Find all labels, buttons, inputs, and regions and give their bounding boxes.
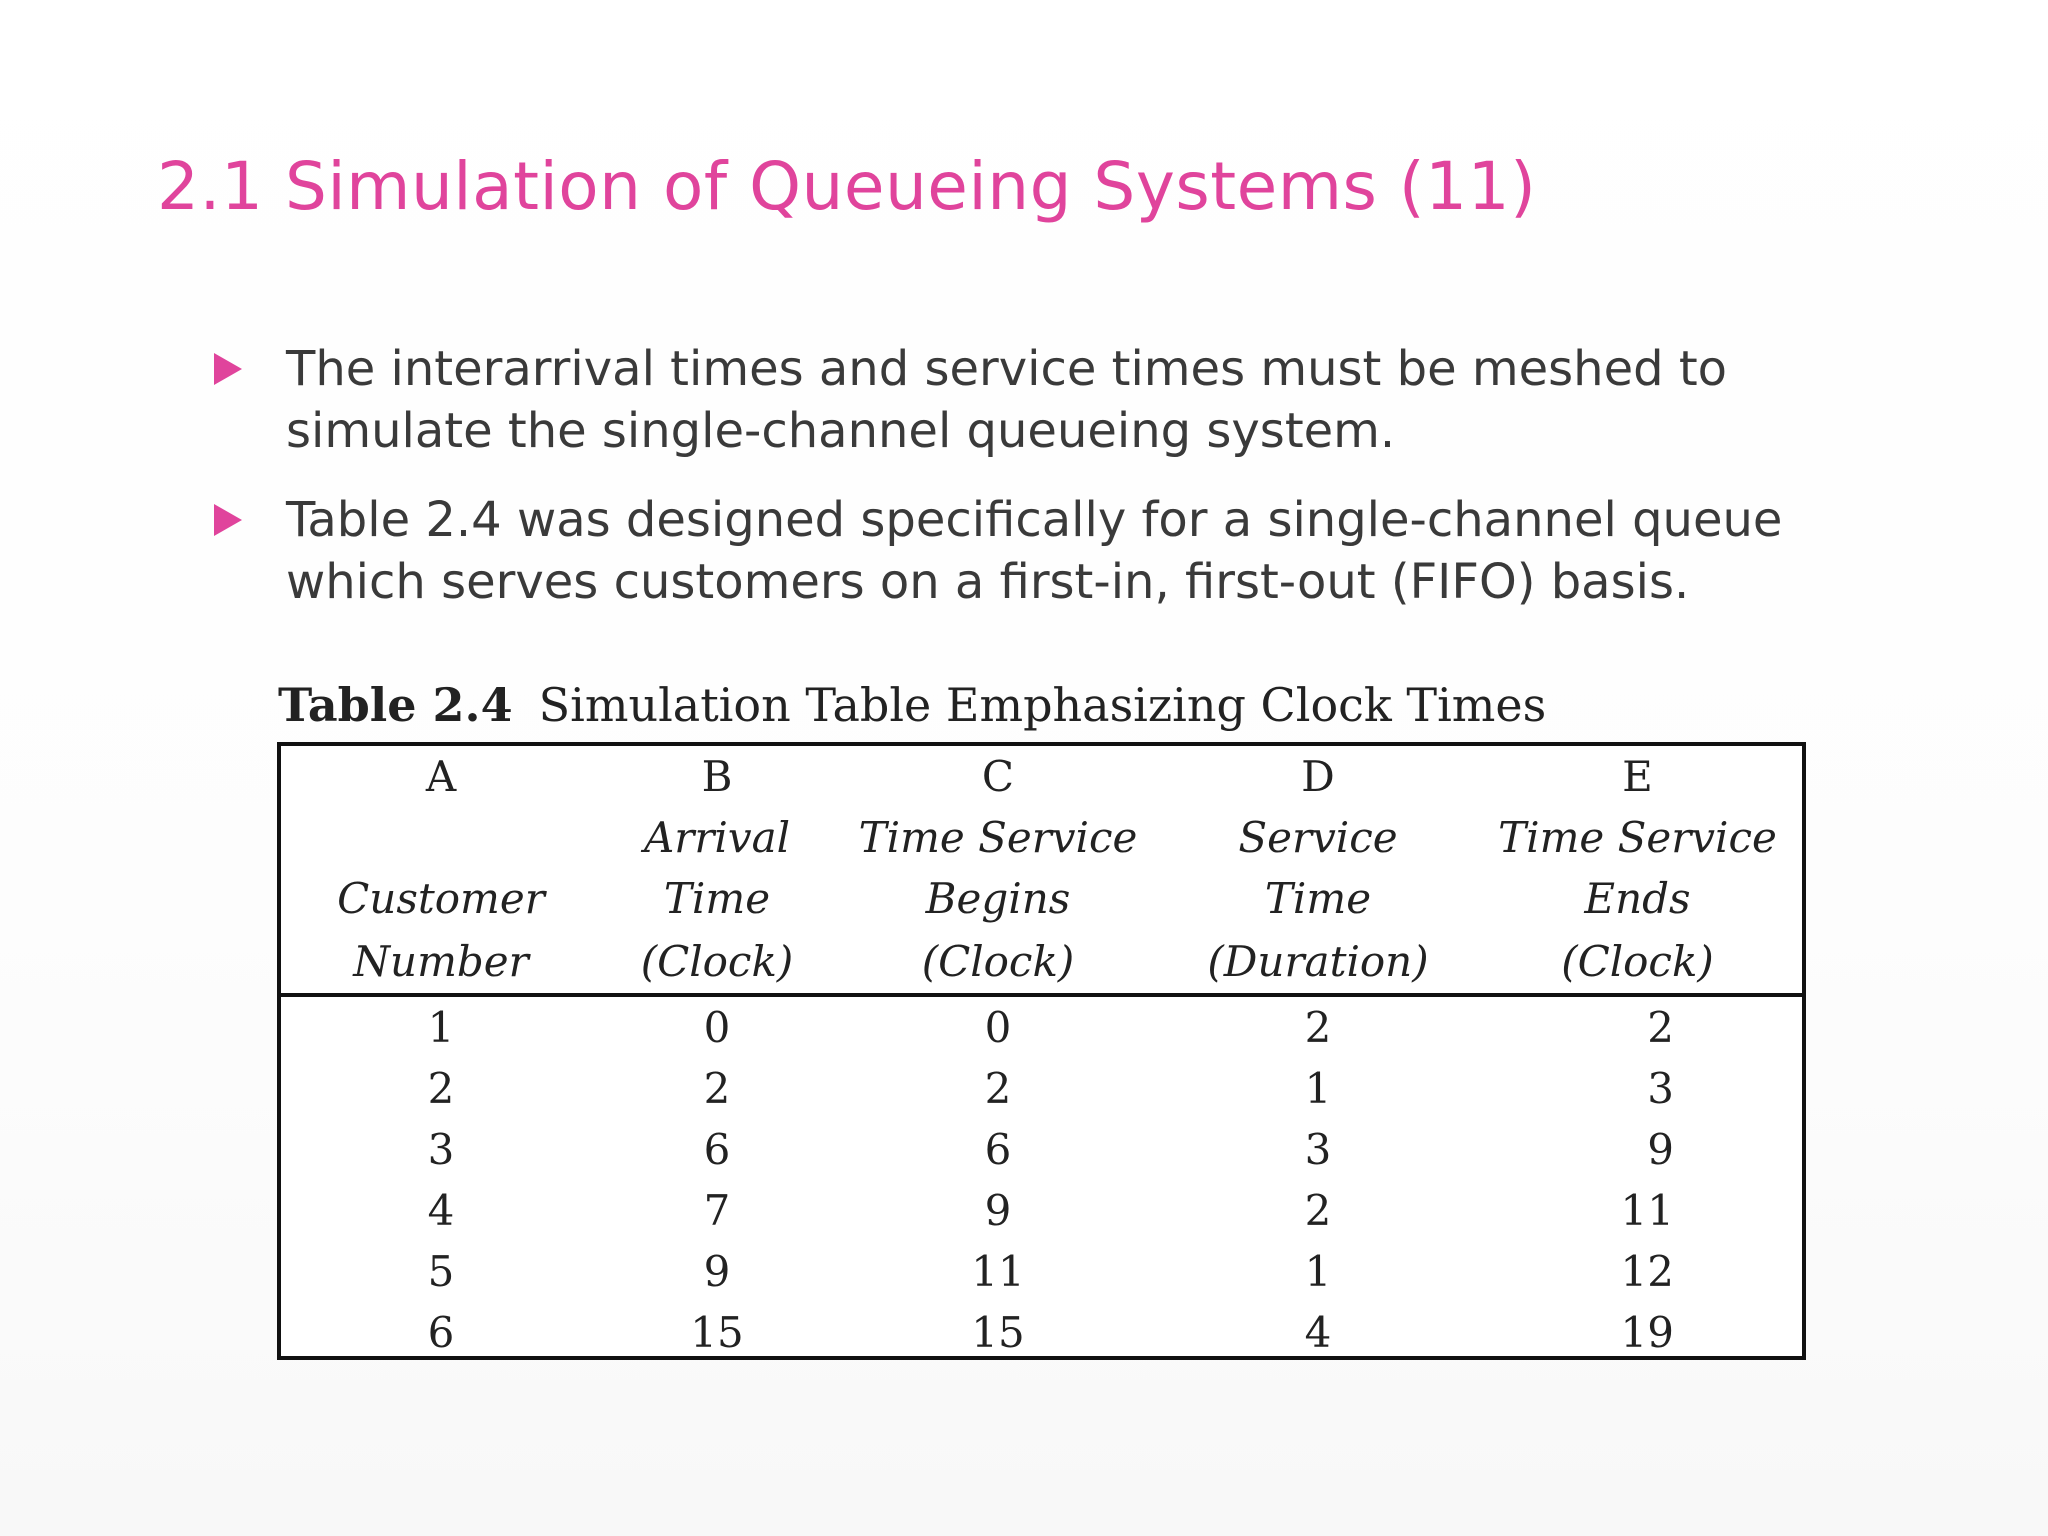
table-body — [281, 995, 1802, 1363]
table-row — [281, 1302, 1802, 1363]
column-header: Service — [1238, 813, 1398, 862]
table-caption-text: Simulation Table Emphasizing Clock Times — [538, 678, 1547, 732]
column-header: Begins — [925, 874, 1071, 923]
table-cell: 2 — [1304, 1186, 1332, 1235]
column-header: (Clock) — [833, 929, 1163, 995]
table-cell: 2 — [1304, 1003, 1332, 1052]
table-cell: 9 — [984, 1186, 1012, 1235]
bullet-list — [210, 338, 1910, 640]
table-cell: 12 — [1620, 1247, 1674, 1296]
table-cell: 15 — [971, 1308, 1025, 1357]
bullet-item — [210, 489, 1910, 613]
column-letter: D — [1301, 752, 1335, 801]
table-cell: 0 — [703, 1003, 731, 1052]
column-header: Number — [281, 929, 601, 995]
column-letter: A — [425, 752, 457, 801]
table-caption-label: Table 2.4 — [278, 678, 513, 732]
column-header: Time — [663, 874, 771, 923]
table-cell: 0 — [984, 1003, 1012, 1052]
column-header: (Clock) — [601, 929, 833, 995]
table-cell: 11 — [971, 1247, 1025, 1296]
table-cell: 2 — [1647, 1003, 1674, 1052]
bullet-text: Table 2.4 was designed specifically for a single-channel queue which serves customers on a first-in, first-out (FIFO) basis. — [286, 492, 1783, 610]
table-cell: 4 — [1304, 1308, 1332, 1357]
right-triangle-icon — [214, 504, 242, 536]
table-header — [281, 746, 1802, 995]
table-cell: 1 — [1304, 1064, 1332, 1113]
header-letter-row — [281, 746, 1802, 807]
table-cell: 2 — [703, 1064, 731, 1113]
table-cell: 11 — [1620, 1186, 1674, 1235]
table-cell: 3 — [427, 1125, 455, 1174]
table-cell: 15 — [690, 1308, 744, 1357]
table-cell: 1 — [427, 1003, 455, 1052]
table-cell: 3 — [1304, 1125, 1332, 1174]
table-row — [281, 1058, 1802, 1119]
table-cell: 9 — [703, 1247, 731, 1296]
simulation-table — [281, 746, 1802, 1363]
table-cell: 9 — [1647, 1125, 1674, 1174]
table-cell: 4 — [427, 1186, 455, 1235]
column-header: Time Service — [858, 813, 1138, 862]
table-cell: 1 — [1304, 1247, 1332, 1296]
table-cell: 6 — [703, 1125, 731, 1174]
right-triangle-icon — [214, 353, 242, 385]
header-row — [281, 929, 1802, 995]
table-cell: 2 — [427, 1064, 455, 1113]
header-row — [281, 807, 1802, 868]
slide-title: 2.1 Simulation of Queueing Systems (11) — [157, 148, 1537, 225]
table-cell: 6 — [427, 1308, 455, 1357]
table-caption — [278, 678, 1546, 732]
table-row — [281, 995, 1802, 1058]
column-header: Ends — [1584, 874, 1691, 923]
column-header: Arrival — [643, 813, 791, 862]
column-letter: B — [701, 752, 733, 801]
table-cell: 7 — [703, 1186, 731, 1235]
table-cell: 19 — [1620, 1308, 1674, 1357]
column-header: (Clock) — [1473, 929, 1802, 995]
column-header: Time Service — [1498, 813, 1777, 862]
column-header — [281, 807, 601, 868]
table-cell: 3 — [1647, 1064, 1674, 1113]
column-header: (Duration) — [1163, 929, 1473, 995]
table-row — [281, 1180, 1802, 1241]
simulation-table-frame — [277, 742, 1806, 1360]
column-header: Time — [1264, 874, 1372, 923]
column-letter: C — [981, 752, 1015, 801]
table-row — [281, 1241, 1802, 1302]
table-cell: 6 — [984, 1125, 1012, 1174]
table-cell: 2 — [984, 1064, 1012, 1113]
bullet-text: The interarrival times and service times must be meshed to simulate the single-channel queueing system. — [286, 341, 1728, 459]
table-cell: 5 — [427, 1247, 455, 1296]
bullet-item — [210, 338, 1910, 462]
column-letter: E — [1622, 752, 1653, 801]
table-row — [281, 1119, 1802, 1180]
header-row — [281, 868, 1802, 929]
column-header: Customer — [337, 874, 545, 923]
